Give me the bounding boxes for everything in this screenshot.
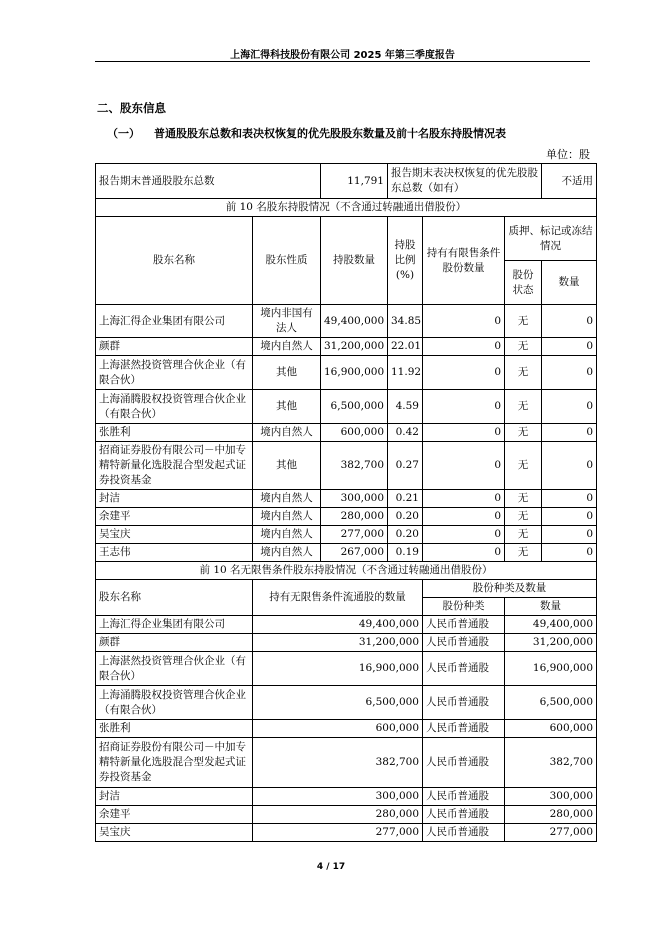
holder-restricted: 0 — [423, 508, 505, 526]
holder-ratio: 22.01 — [388, 338, 423, 356]
holder-nature: 其他 — [253, 442, 321, 490]
holder-name: 封洁 — [96, 490, 253, 508]
holder-shares: 31,200,000 — [321, 338, 388, 356]
pledge-status: 无 — [505, 338, 542, 356]
holder-nature: 境内自然人 — [253, 338, 321, 356]
subsection-number: （一） — [107, 127, 140, 140]
shareholder-table-body — [96, 164, 597, 842]
u-share-qty: 600,000 — [505, 720, 597, 738]
u-holder-name: 吴宝庆 — [96, 824, 253, 842]
u-share-type: 人民币普通股 — [423, 824, 505, 842]
u-holder-name: 上海涌腾股权投资管理合伙企业（有限合伙） — [96, 686, 253, 720]
pledge-qty: 0 — [542, 508, 597, 526]
holder-shares: 600,000 — [321, 424, 388, 442]
header-pledge: 质押、标记或冻结情况 — [505, 217, 597, 261]
u-holder-name: 上海湛然投资管理合伙企业（有限合伙） — [96, 652, 253, 686]
header-ratio: 持股比例(%) — [388, 217, 423, 305]
holder-name: 吴宝庆 — [96, 526, 253, 544]
u-holder-shares: 31,200,000 — [253, 634, 423, 652]
pledge-qty: 0 — [542, 390, 597, 424]
pledge-qty: 0 — [542, 544, 597, 562]
pledge-status: 无 — [505, 305, 542, 338]
table-row — [96, 508, 597, 526]
pledge-status: 无 — [505, 490, 542, 508]
u-share-qty: 300,000 — [505, 788, 597, 806]
pledge-status: 无 — [505, 526, 542, 544]
holder-shares: 16,900,000 — [321, 356, 388, 390]
pledge-status: 无 — [505, 356, 542, 390]
holder-name: 招商证券股份有限公司－中加专精特新量化选股混合型发起式证券投资基金 — [96, 442, 253, 490]
holder-name: 余建平 — [96, 508, 253, 526]
table-row — [96, 634, 597, 652]
u-holder-name: 封洁 — [96, 788, 253, 806]
u-holder-shares: 300,000 — [253, 788, 423, 806]
table-row — [96, 305, 597, 338]
unrestricted-caption: 前 10 名无限售条件股东持股情况（不含通过转融通出借股份） — [96, 562, 597, 580]
header-u-type-group: 股份种类及数量 — [423, 580, 597, 598]
holder-shares: 6,500,000 — [321, 390, 388, 424]
holder-restricted: 0 — [423, 305, 505, 338]
table-row — [96, 526, 597, 544]
header-pledge-qty: 数量 — [542, 261, 597, 305]
u-holder-shares: 280,000 — [253, 806, 423, 824]
u-share-qty: 49,400,000 — [505, 616, 597, 634]
pledge-status: 无 — [505, 424, 542, 442]
holder-nature: 境内自然人 — [253, 526, 321, 544]
table-row — [96, 390, 597, 424]
u-holder-name: 余建平 — [96, 806, 253, 824]
u-share-type: 人民币普通股 — [423, 634, 505, 652]
holder-ratio: 0.21 — [388, 490, 423, 508]
pledge-qty: 0 — [542, 338, 597, 356]
header-u-qty: 数量 — [505, 598, 597, 616]
total-holders-value: 11,791 — [321, 164, 388, 199]
u-share-type: 人民币普通股 — [423, 788, 505, 806]
holder-nature: 境内非国有法人 — [253, 305, 321, 338]
pledge-status: 无 — [505, 442, 542, 490]
holder-name: 上海涌腾股权投资管理合伙企业（有限合伙） — [96, 390, 253, 424]
table-row — [96, 490, 597, 508]
u-share-type: 人民币普通股 — [423, 652, 505, 686]
holder-ratio: 0.20 — [388, 526, 423, 544]
holder-ratio: 11.92 — [388, 356, 423, 390]
holder-ratio: 0.27 — [388, 442, 423, 490]
holder-restricted: 0 — [423, 338, 505, 356]
pledge-status: 无 — [505, 508, 542, 526]
total-holders-label: 报告期末普通股股东总数 — [96, 164, 321, 199]
table-row — [96, 788, 597, 806]
holder-name: 上海湛然投资管理合伙企业（有限合伙） — [96, 356, 253, 390]
page-number: 4 / 17 — [316, 862, 346, 872]
u-share-qty: 31,200,000 — [505, 634, 597, 652]
table-row — [96, 338, 597, 356]
holder-nature: 境内自然人 — [253, 508, 321, 526]
header-u-shares: 持有无限售条件流通股的数量 — [253, 580, 423, 616]
holder-name: 王志伟 — [96, 544, 253, 562]
top10-caption: 前 10 名股东持股情况（不含通过转融通出借股份） — [96, 199, 597, 217]
table-row — [96, 824, 597, 842]
holder-ratio: 0.20 — [388, 508, 423, 526]
top10-caption-row — [96, 199, 597, 217]
table-row — [96, 616, 597, 634]
unrestricted-header-row — [96, 580, 597, 598]
u-share-type: 人民币普通股 — [423, 738, 505, 788]
u-share-qty: 280,000 — [505, 806, 597, 824]
preferred-holders-value: 不适用 — [542, 164, 597, 199]
holder-name: 颜群 — [96, 338, 253, 356]
holder-shares: 382,700 — [321, 442, 388, 490]
u-share-qty: 382,700 — [505, 738, 597, 788]
u-holder-shares: 16,900,000 — [253, 652, 423, 686]
holder-shares: 280,000 — [321, 508, 388, 526]
holder-ratio: 4.59 — [388, 390, 423, 424]
preferred-holders-label: 报告期末表决权恢复的优先股股东总数（如有） — [388, 164, 542, 199]
holder-restricted: 0 — [423, 490, 505, 508]
holder-shares: 267,000 — [321, 544, 388, 562]
header-pledge-status: 股份状态 — [505, 261, 542, 305]
report-header: 上海汇得科技股份有限公司 2025 年第三季度报告 — [230, 50, 455, 61]
holder-ratio: 0.42 — [388, 424, 423, 442]
header-holder-nature: 股东性质 — [253, 217, 321, 305]
pledge-qty: 0 — [542, 305, 597, 338]
holder-shares: 277,000 — [321, 526, 388, 544]
top10-header-row — [96, 217, 597, 261]
holder-nature: 境内自然人 — [253, 490, 321, 508]
table-row — [96, 652, 597, 686]
header-u-name: 股东名称 — [96, 580, 253, 616]
u-holder-name: 颜群 — [96, 634, 253, 652]
table-row — [96, 720, 597, 738]
pledge-status: 无 — [505, 390, 542, 424]
holder-name: 上海汇得企业集团有限公司 — [96, 305, 253, 338]
holder-ratio: 0.19 — [388, 544, 423, 562]
u-holder-shares: 49,400,000 — [253, 616, 423, 634]
holder-restricted: 0 — [423, 390, 505, 424]
table-row — [96, 544, 597, 562]
u-share-type: 人民币普通股 — [423, 720, 505, 738]
holder-nature: 境内自然人 — [253, 544, 321, 562]
pledge-qty: 0 — [542, 526, 597, 544]
table-row — [96, 442, 597, 490]
holder-restricted: 0 — [423, 356, 505, 390]
holder-nature: 其他 — [253, 390, 321, 424]
u-holder-shares: 277,000 — [253, 824, 423, 842]
u-holder-name: 张胜利 — [96, 720, 253, 738]
unit-label: 单位：股 — [546, 148, 590, 161]
header-holder-name: 股东名称 — [96, 217, 253, 305]
header-shares: 持股数量 — [321, 217, 388, 305]
holder-nature: 其他 — [253, 356, 321, 390]
pledge-qty: 0 — [542, 442, 597, 490]
u-share-qty: 6,500,000 — [505, 686, 597, 720]
shareholder-table — [95, 163, 597, 842]
u-holder-shares: 6,500,000 — [253, 686, 423, 720]
section-title: 二、股东信息 — [97, 101, 166, 115]
u-share-type: 人民币普通股 — [423, 686, 505, 720]
table-row — [96, 356, 597, 390]
u-share-qty: 16,900,000 — [505, 652, 597, 686]
holder-restricted: 0 — [423, 526, 505, 544]
holder-restricted: 0 — [423, 544, 505, 562]
u-holder-name: 招商证券股份有限公司－中加专精特新量化选股混合型发起式证券投资基金 — [96, 738, 253, 788]
holder-name: 张胜利 — [96, 424, 253, 442]
header-divider — [95, 61, 590, 62]
table-row — [96, 686, 597, 720]
pledge-status: 无 — [505, 544, 542, 562]
holder-nature: 境内自然人 — [253, 424, 321, 442]
holder-restricted: 0 — [423, 424, 505, 442]
table-row — [96, 806, 597, 824]
subsection-title — [107, 125, 506, 141]
header-restricted: 持有有限售条件股份数量 — [423, 217, 505, 305]
unrestricted-caption-row — [96, 562, 597, 580]
pledge-qty: 0 — [542, 424, 597, 442]
header-u-type: 股份种类 — [423, 598, 505, 616]
subsection-text: 普通股股东总数和表决权恢复的优先股股东数量及前十名股东持股情况表 — [154, 127, 506, 140]
pledge-qty: 0 — [542, 490, 597, 508]
table-row — [96, 424, 597, 442]
u-share-qty: 277,000 — [505, 824, 597, 842]
u-holder-shares: 382,700 — [253, 738, 423, 788]
table-row — [96, 738, 597, 788]
u-holder-name: 上海汇得企业集团有限公司 — [96, 616, 253, 634]
u-share-type: 人民币普通股 — [423, 806, 505, 824]
u-share-type: 人民币普通股 — [423, 616, 505, 634]
u-holder-shares: 600,000 — [253, 720, 423, 738]
holder-restricted: 0 — [423, 442, 505, 490]
summary-row — [96, 164, 597, 199]
holder-shares: 300,000 — [321, 490, 388, 508]
pledge-qty: 0 — [542, 356, 597, 390]
holder-ratio: 34.85 — [388, 305, 423, 338]
holder-shares: 49,400,000 — [321, 305, 388, 338]
